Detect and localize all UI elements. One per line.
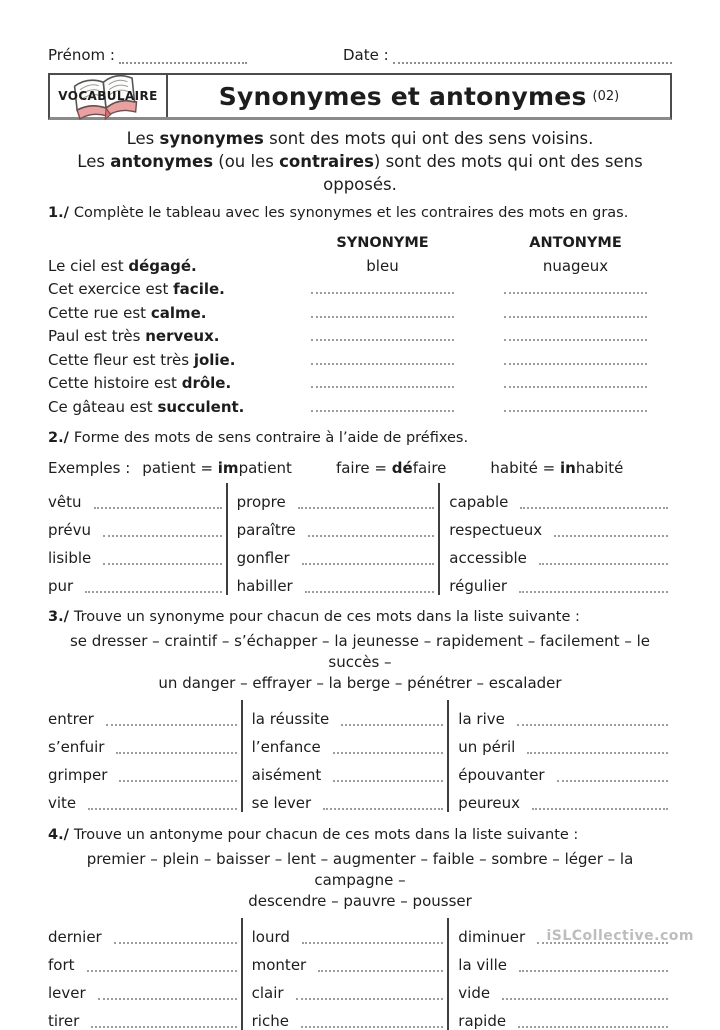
name-date-row xyxy=(48,40,672,64)
answer-line xyxy=(302,930,443,944)
grid-column xyxy=(241,918,448,1030)
answer-line xyxy=(504,304,647,318)
synonyme-cell xyxy=(286,374,479,392)
answer-line xyxy=(504,280,647,294)
answer-line xyxy=(119,768,236,782)
answer-line xyxy=(302,551,435,565)
answer-line xyxy=(103,551,221,565)
antonyme-cell xyxy=(479,304,672,322)
answer-line xyxy=(98,986,237,1000)
exercise3-word-list xyxy=(48,631,672,694)
exercise1-heading xyxy=(48,205,672,221)
date-label: Date : xyxy=(342,46,389,64)
word-list-line: un danger – effrayer – la berge – pénétrer – escalader xyxy=(158,673,562,692)
vocabulary-badge xyxy=(50,75,168,117)
fill-in-item: lisible xyxy=(48,539,226,567)
sentence: Cette fleur est très jolie. xyxy=(48,350,236,369)
sentence: Ce gâteau est succulent. xyxy=(48,397,245,416)
answer-line xyxy=(311,351,454,365)
fill-in-item: fort xyxy=(48,946,241,974)
answer-line xyxy=(333,768,443,782)
exercise4-heading xyxy=(48,827,672,843)
grid-column xyxy=(48,918,241,1030)
grid-column xyxy=(447,700,672,812)
fill-in-item: la réussite xyxy=(252,700,448,728)
answer-line xyxy=(504,351,647,365)
fill-in-item: diminuer xyxy=(458,918,672,946)
exercise2-heading xyxy=(48,430,672,446)
answer-line xyxy=(517,712,668,726)
definition-antonymes: Les antonymes (ou les contraires) sont des mots qui ont des sens opposés. xyxy=(77,152,643,194)
answer-line xyxy=(502,986,668,1000)
answer-line xyxy=(519,579,668,593)
word-list-line: descendre – pauvre – pousser xyxy=(248,891,472,910)
prenom-label: Prénom : xyxy=(48,46,115,64)
answer-line xyxy=(106,712,237,726)
antonyme-cell xyxy=(479,374,672,392)
fill-in-item: grimper xyxy=(48,756,241,784)
exercise2-instruction: Forme des mots de sens contraire à l’aide de préfixes. xyxy=(73,429,469,446)
answer-line xyxy=(88,796,236,810)
fill-in-item: habiller xyxy=(237,567,439,595)
answer-line xyxy=(532,796,668,810)
exercise2-number: 2./ xyxy=(48,429,69,446)
fill-in-item: propre xyxy=(237,483,439,511)
answer-line xyxy=(504,374,647,388)
exercise1-number: 1./ xyxy=(48,205,69,221)
antonyme-cell xyxy=(479,280,672,298)
examples-label: Exemples : xyxy=(48,458,131,477)
exercise3-number: 3./ xyxy=(48,608,69,625)
table-row xyxy=(48,369,672,393)
answer-line xyxy=(311,398,454,412)
table-header-row xyxy=(48,229,672,251)
answer-line xyxy=(311,280,454,294)
fill-in-item: la rive xyxy=(458,700,672,728)
definition-synonymes: Les synonymes sont des mots qui ont des sens voisins. xyxy=(126,129,594,148)
exercise1-table xyxy=(48,229,672,416)
synonyme-cell xyxy=(286,327,479,345)
page-title: Synonymes et antonymes xyxy=(218,81,587,111)
fill-in-item: aisément xyxy=(252,756,448,784)
grid-column xyxy=(48,483,226,595)
prenom-answer-line xyxy=(119,48,247,64)
answer-line xyxy=(504,327,647,341)
example-item: habité = inhabité xyxy=(490,458,624,477)
exercise3-instruction: Trouve un synonyme pour chacun de ces mots dans la liste suivante : xyxy=(73,608,580,625)
answer-line xyxy=(323,796,443,810)
synonyme-cell xyxy=(286,398,479,416)
synonyme-cell xyxy=(286,351,479,369)
example-item: patient = impatient xyxy=(142,458,292,477)
page-title-number: (02) xyxy=(592,88,620,104)
table-row xyxy=(48,251,672,275)
grid-column xyxy=(226,483,439,595)
fill-in-item: prévu xyxy=(48,511,226,539)
sentence: Cette histoire est drôle. xyxy=(48,374,232,392)
answer-line xyxy=(311,327,454,341)
fill-in-item: régulier xyxy=(449,567,672,595)
worksheet-header xyxy=(48,73,672,120)
exercise4-word-list xyxy=(48,849,672,912)
fill-in-item: paraître xyxy=(237,511,439,539)
antonyme-cell xyxy=(479,351,672,369)
definitions xyxy=(48,127,672,196)
exercise4-number: 4./ xyxy=(48,826,69,843)
answer-line xyxy=(527,740,668,754)
exercise2-grid xyxy=(48,483,672,595)
answer-line xyxy=(341,712,443,726)
antonyme-cell xyxy=(479,327,672,345)
fill-in-item: capable xyxy=(449,483,672,511)
synonyme-column-header: SYNONYME xyxy=(336,235,429,251)
fill-in-item: rapide xyxy=(458,1002,672,1030)
sentence: Le ciel est dégagé. xyxy=(48,256,197,275)
sentence: Cette rue est calme. xyxy=(48,303,207,322)
fill-in-item: peureux xyxy=(458,784,672,812)
antonyme-column-header: ANTONYME xyxy=(529,235,622,251)
answer-line xyxy=(539,551,668,565)
sentence: Cet exercice est facile. xyxy=(48,280,225,298)
answer-line xyxy=(94,495,222,509)
table-row xyxy=(48,392,672,416)
table-row xyxy=(48,345,672,369)
antonyme-cell xyxy=(479,398,672,416)
fill-in-item: riche xyxy=(252,1002,448,1030)
exercise1-instruction: Complète le tableau avec les synonymes et les contraires des mots en gras. xyxy=(73,205,629,221)
fill-in-item: clair xyxy=(252,974,448,1002)
fill-in-item: entrer xyxy=(48,700,241,728)
answer-line xyxy=(308,523,434,537)
grid-column xyxy=(438,483,672,595)
sentence: Paul est très nerveux. xyxy=(48,327,220,345)
answer-line xyxy=(305,579,435,593)
fill-in-item: pur xyxy=(48,567,226,595)
fill-in-item: l’enfance xyxy=(252,728,448,756)
fill-in-item: vide xyxy=(458,974,672,1002)
word-list-line: premier – plein – baisser – lent – augmenter – faible – sombre – léger – la campagne – xyxy=(86,849,634,889)
antonyme-example: nuageux xyxy=(542,256,609,275)
answer-line xyxy=(103,523,222,537)
exercise3-grid xyxy=(48,700,672,812)
answer-line xyxy=(520,495,668,509)
answer-line xyxy=(114,930,237,944)
synonyme-cell xyxy=(286,304,479,322)
exercise3-heading xyxy=(48,609,672,625)
answer-line xyxy=(116,740,236,754)
answer-line xyxy=(311,304,454,318)
answer-line xyxy=(85,579,221,593)
date-answer-line xyxy=(393,48,672,64)
answer-line xyxy=(504,398,647,412)
answer-line xyxy=(311,374,454,388)
fill-in-item: gonfler xyxy=(237,539,439,567)
example-item: faire = défaire xyxy=(335,458,447,477)
answer-line xyxy=(333,740,444,754)
fill-in-item: monter xyxy=(252,946,448,974)
islcollective-watermark: iSLCollective.com xyxy=(546,928,694,944)
fill-in-item: vêtu xyxy=(48,483,226,511)
fill-in-item: respectueux xyxy=(449,511,672,539)
answer-line xyxy=(91,1014,236,1028)
badge-label: VOCABULAIRE xyxy=(58,89,158,103)
title-cell xyxy=(168,75,670,117)
answer-line xyxy=(298,495,435,509)
answer-line xyxy=(301,1014,443,1028)
table-row xyxy=(48,298,672,322)
fill-in-item: tirer xyxy=(48,1002,241,1030)
answer-line xyxy=(554,523,668,537)
fill-in-item: un péril xyxy=(458,728,672,756)
table-row xyxy=(48,322,672,346)
exercise4-instruction: Trouve un antonyme pour chacun de ces mots dans la liste suivante : xyxy=(73,826,579,843)
fill-in-item: lever xyxy=(48,974,241,1002)
fill-in-item: s’enfuir xyxy=(48,728,241,756)
synonyme-cell xyxy=(286,280,479,298)
fill-in-item: accessible xyxy=(449,539,672,567)
fill-in-item: se lever xyxy=(252,784,448,812)
fill-in-item: la ville xyxy=(458,946,672,974)
answer-line xyxy=(518,1014,668,1028)
grid-column xyxy=(48,700,241,812)
word-list-line: se dresser – craintif – s’échapper – la jeunesse – rapidement – facilement – le succès – xyxy=(69,631,650,671)
fill-in-item: lourd xyxy=(252,918,448,946)
answer-line xyxy=(557,768,668,782)
exercise2-examples xyxy=(48,455,672,477)
synonyme-example: bleu xyxy=(366,256,399,275)
table-row xyxy=(48,275,672,299)
grid-column xyxy=(241,700,448,812)
answer-line xyxy=(296,986,444,1000)
fill-in-item: épouvanter xyxy=(458,756,672,784)
fill-in-item: dernier xyxy=(48,918,241,946)
fill-in-item: vite xyxy=(48,784,241,812)
